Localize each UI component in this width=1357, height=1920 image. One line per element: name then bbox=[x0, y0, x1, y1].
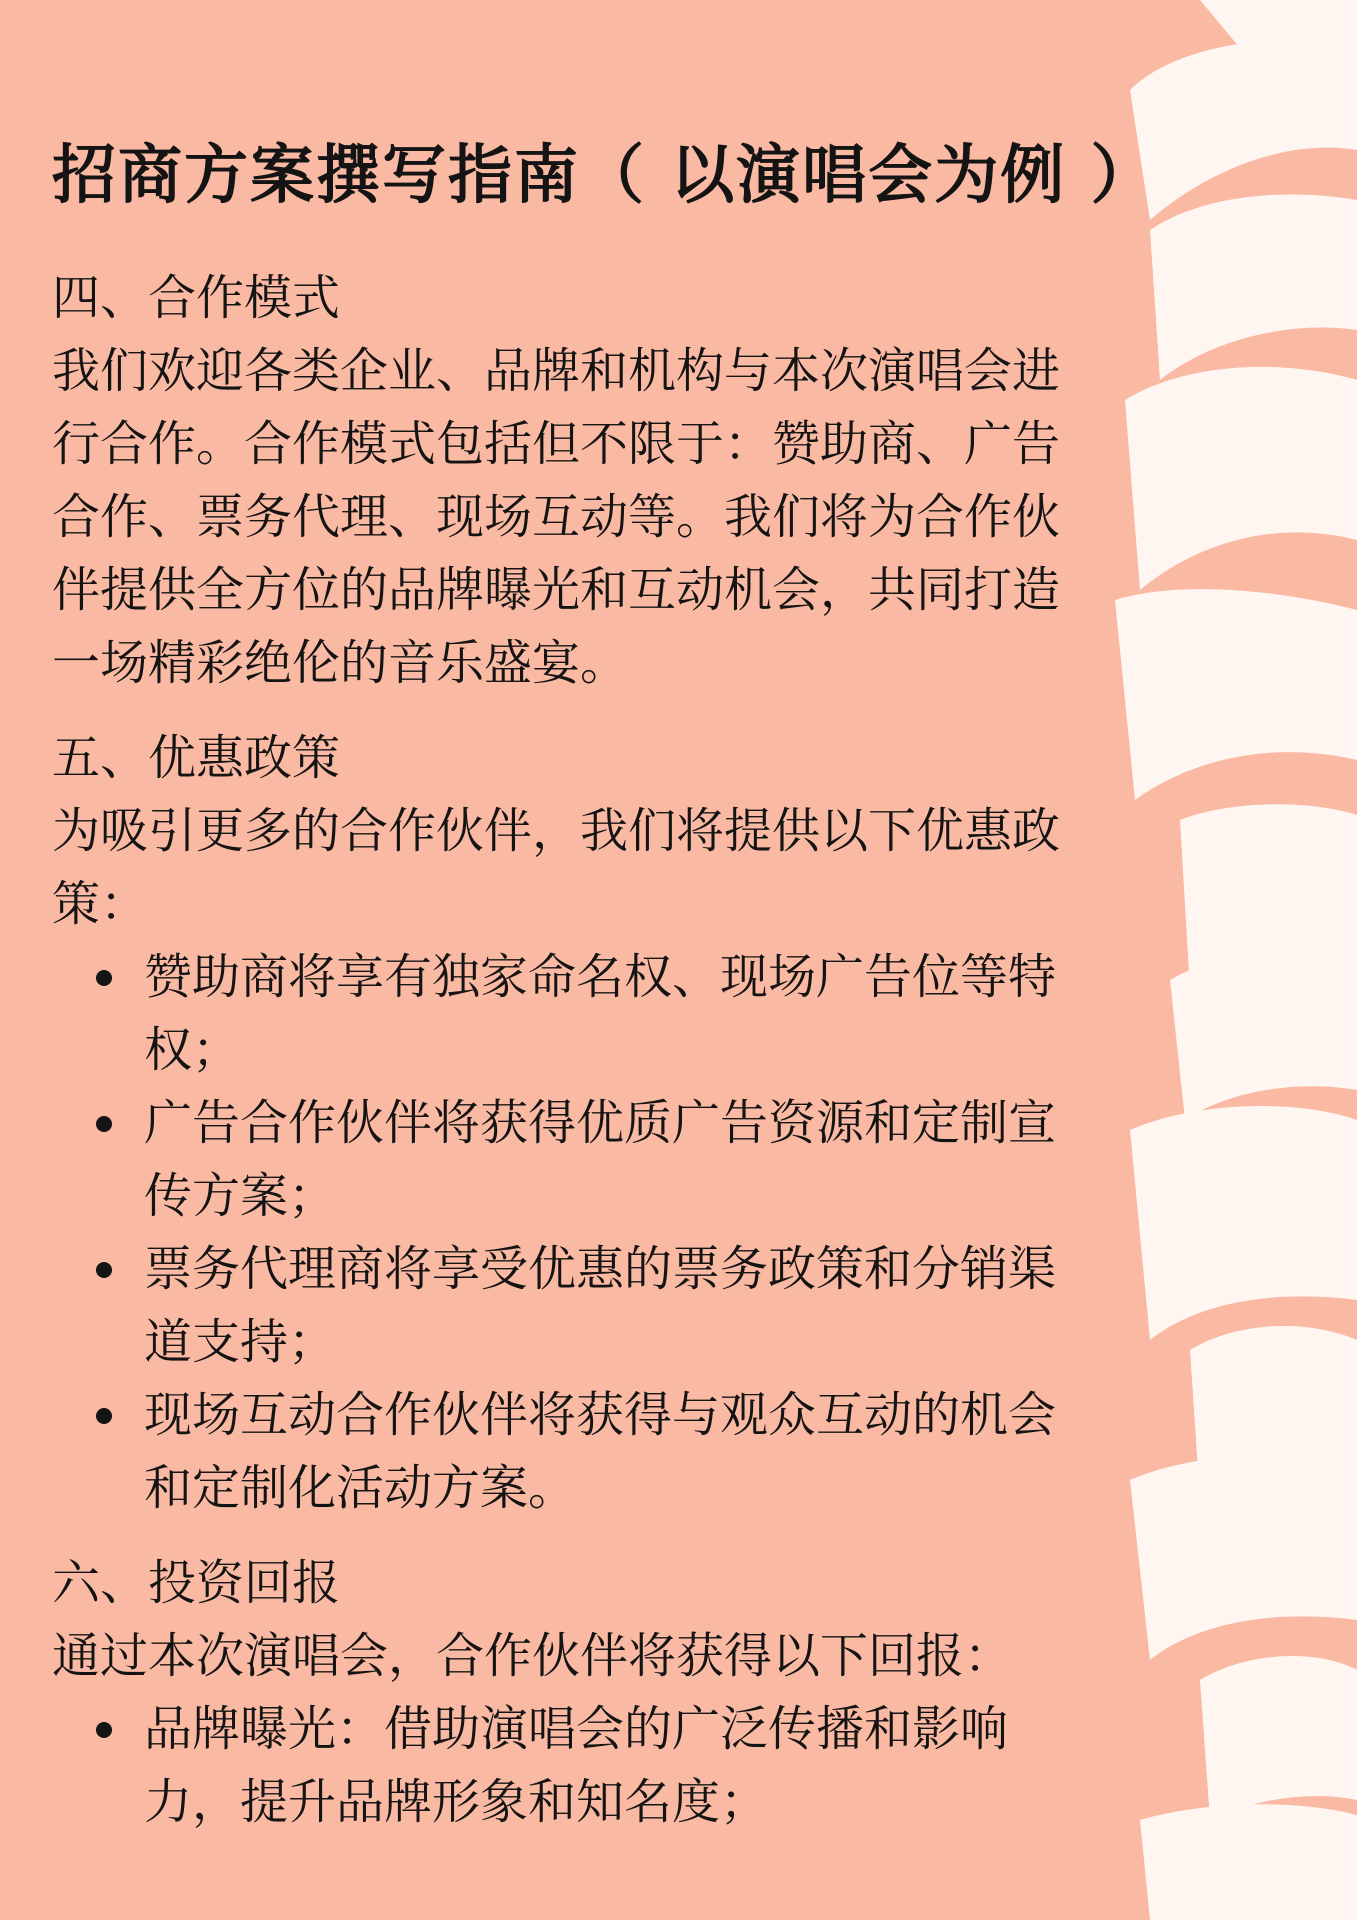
section-heading: 五、优惠政策 bbox=[52, 730, 341, 786]
list-item-line: 道支持； bbox=[144, 1314, 337, 1370]
list-item-line: 广告合作伙伴将获得优质广告资源和定制宣 bbox=[144, 1095, 1057, 1151]
bullet-dot-icon bbox=[96, 1116, 112, 1132]
paragraph-line: 一场精彩绝伦的音乐盛宴。 bbox=[52, 635, 629, 691]
bullet-dot-icon bbox=[96, 1262, 112, 1278]
bullet-list bbox=[52, 941, 1212, 1525]
paragraph-line: 为吸引更多的合作伙伴，我们将提供以下优惠政 bbox=[52, 803, 1061, 859]
list-item bbox=[52, 1379, 1212, 1525]
section-investment-return bbox=[52, 1547, 1212, 1839]
bullet-dot-icon bbox=[96, 1722, 112, 1738]
list-item-line: 品牌曝光：借助演唱会的广泛传播和影响 bbox=[144, 1701, 1009, 1757]
list-item bbox=[52, 1087, 1212, 1233]
list-item-line: 权； bbox=[144, 1022, 241, 1078]
page-title: 招商方案撰写指南（ 以演唱会为例 ） bbox=[52, 139, 1157, 213]
bullet-list bbox=[52, 1693, 1212, 1839]
list-item-line: 传方案； bbox=[144, 1168, 337, 1224]
list-item-line: 赞助商将享有独家命名权、现场广告位等特 bbox=[144, 949, 1057, 1005]
paragraph-line: 合作、票务代理、现场互动等。我们将为合作伙 bbox=[52, 489, 1061, 545]
list-item bbox=[52, 1233, 1212, 1379]
list-item bbox=[52, 941, 1212, 1087]
section-heading: 四、合作模式 bbox=[52, 270, 341, 326]
section-preferential-policy bbox=[52, 722, 1212, 1525]
paragraph-line: 行合作。合作模式包括但不限于：赞助商、广告 bbox=[52, 416, 1061, 472]
bullet-dot-icon bbox=[96, 970, 112, 986]
document-body bbox=[52, 128, 1212, 1861]
paragraph-line: 伴提供全方位的品牌曝光和互动机会，共同打造 bbox=[52, 562, 1061, 618]
list-item-line: 票务代理商将享受优惠的票务政策和分销渠 bbox=[144, 1241, 1057, 1297]
bullet-dot-icon bbox=[96, 1408, 112, 1424]
list-item-line: 和定制化活动方案。 bbox=[144, 1460, 577, 1516]
section-heading: 六、投资回报 bbox=[52, 1555, 341, 1611]
paragraph-line: 通过本次演唱会，合作伙伴将获得以下回报： bbox=[52, 1628, 1013, 1684]
list-item-line: 现场互动合作伙伴将获得与观众互动的机会 bbox=[144, 1387, 1057, 1443]
paragraph-line: 策： bbox=[52, 876, 149, 932]
paragraph-line: 我们欢迎各类企业、品牌和机构与本次演唱会进 bbox=[52, 343, 1061, 399]
section-cooperation-mode bbox=[52, 262, 1212, 700]
list-item-line: 力，提升品牌形象和知名度； bbox=[144, 1774, 769, 1830]
list-item bbox=[52, 1693, 1212, 1839]
